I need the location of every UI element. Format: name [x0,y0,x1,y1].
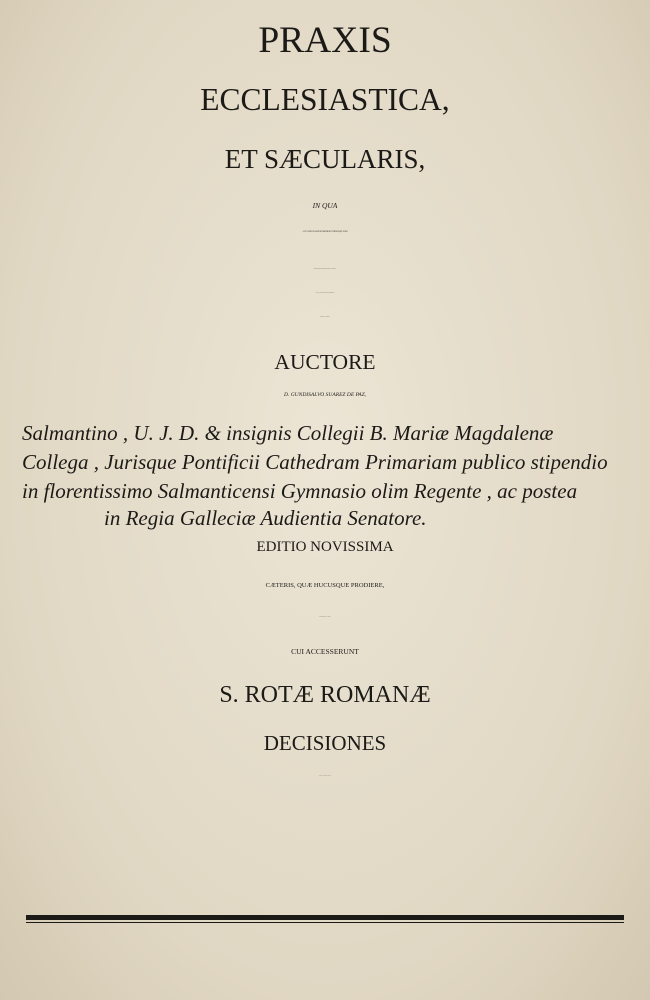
author-line: in Regia Galleciæ Audientia Senatore. [104,506,427,530]
edition-line: DECISIONES [263,731,387,755]
double-rule-thick [26,915,624,920]
title-line-3: ET SÆCULARIS, [224,144,426,174]
subtitle-body-line: posita , & ad hodiernum stylum accommodata [315,293,335,294]
subtitle-body [0,258,650,330]
title-line-2: ECCLESIASTICA, [200,82,450,117]
subtitle-body-line: causarum cum actionum formulis sermone Hispano com- [313,269,337,270]
author-line: Salmantino , U. J. D. & insignis Collegii B. Mariæ Magdalenæ [22,421,554,445]
edition-line [0,776,650,777]
author-line: in florentissimo Salmanticensi Gymnasio olim Regente , ac postea [22,479,578,503]
edition-heading: EDITIO NOVISSIMA [256,539,394,555]
author-heading: AUCTORE [274,350,376,374]
author-line: Collega , Jurisque Pontificii Cathedram Primariam publico stipendio [22,450,608,474]
title-line-1: PRAXIS [258,20,392,61]
author-name: D. GUNDISALVO SUAREZ DE PAZ, [283,392,367,398]
edition-line: CUI ACCESSERUNT [291,647,359,656]
edition-line: CÆTERIS, QUÆ HUCUSQUE PRODIERE, [265,582,385,589]
title-line-4: IN QUA [312,201,338,210]
subtitle-line-1: ACTA PROCESSUUM OMNIUM UTRIUSQUE FORI [302,231,348,233]
edition-line: longe emendatior, & auctior, [319,617,331,618]
double-rule-thin [26,922,624,923]
subtitle-body-line: traduntur , & ordinantur. [320,317,330,318]
edition-line: S. ROTÆ ROMANÆ [219,682,431,708]
